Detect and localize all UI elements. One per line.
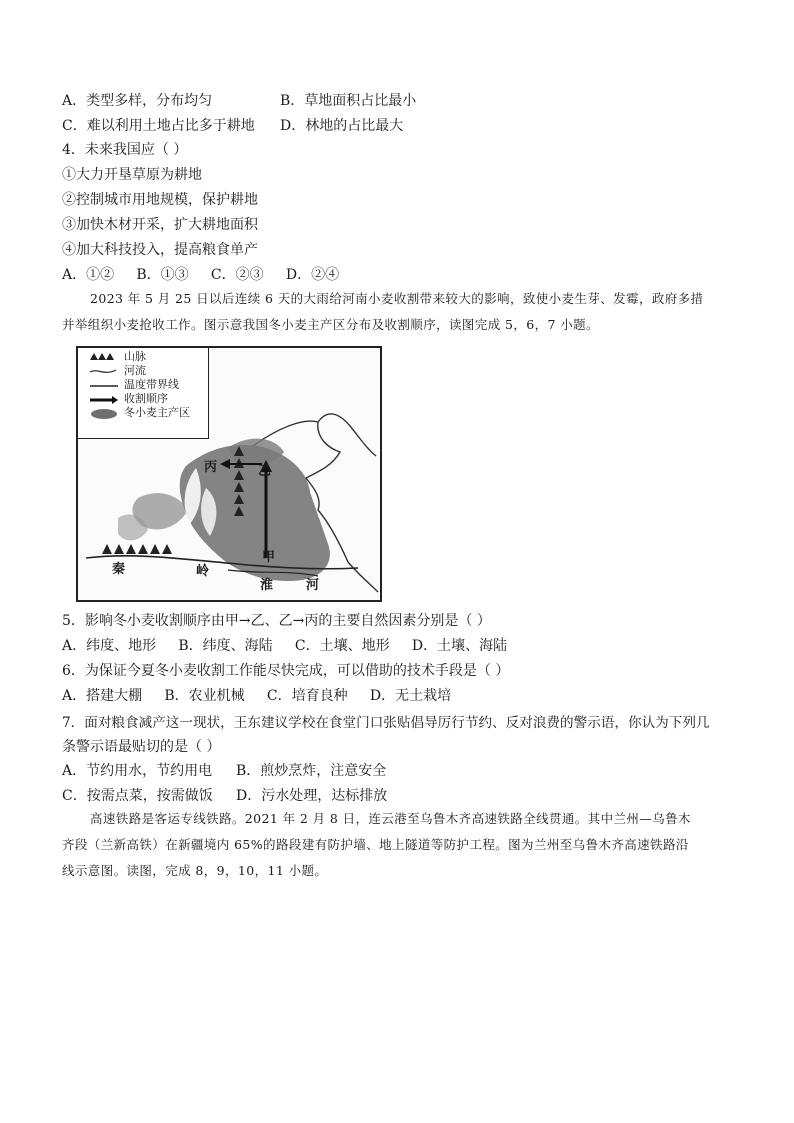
label-jia: 甲 xyxy=(262,550,276,565)
legend-river-icon xyxy=(90,370,116,372)
label-he: 河 xyxy=(306,578,320,593)
passage-wheat xyxy=(62,286,742,338)
passage-railway xyxy=(62,806,742,884)
q3-option-b: B．草地面积占比最小 xyxy=(280,93,417,109)
label-bing: 丙 xyxy=(204,460,218,475)
legend-symbols xyxy=(84,348,124,438)
legend-river: 河流 xyxy=(124,364,146,377)
legend-mountain-icon xyxy=(90,353,114,360)
q6-options: A．搭建大棚 B．农业机械 C．培育良种 D．无土栽培 xyxy=(62,688,452,704)
q6-stem: 6．为保证今夏冬小麦收割工作能尽快完成，可以借助的技术手段是（ ） xyxy=(62,663,510,679)
passage-railway-line-2: 齐段（兰新高铁）在新疆境内 65%的路段建有防护墙、地上隧道等防护工程。图为兰州至乌鲁木齐高速铁路沿 xyxy=(62,837,689,852)
label-ling: 岭 xyxy=(196,564,210,579)
map-legend xyxy=(78,348,209,439)
q3-option-a: A．类型多样，分布均匀 xyxy=(62,93,213,109)
q5-options: A．纬度、地形 B．纬度、海陆 C．土壤、地形 D．土壤、海陆 xyxy=(62,638,508,654)
label-qin: 秦 xyxy=(112,562,126,577)
legend-region-icon xyxy=(91,409,117,419)
q3-option-c: C．难以利用土地占比多于耕地 xyxy=(62,118,255,134)
legend-harvest-order: 收割顺序 xyxy=(124,392,168,405)
q5-stem: 5．影响冬小麦收割顺序由甲→乙、乙→丙的主要自然因素分别是（ ） xyxy=(62,613,491,629)
q4-options: A．①② B．①③ C．②③ D．②④ xyxy=(62,267,340,283)
legend-wheat-region: 冬小麦主产区 xyxy=(124,406,190,419)
qinling-mountains-icon xyxy=(102,544,172,554)
q4-item-1: ①大力开垦草原为耕地 xyxy=(62,167,202,183)
passage-wheat-line-1: 2023 年 5 月 25 日以后连续 6 天的大雨给河南小麦收割带来较大的影响，致使小麦生芽、发霉，政府多措 xyxy=(90,291,704,306)
q7-stem-2: 条警示语最贴切的是（ ） xyxy=(62,739,221,755)
q4-item-2: ②控制城市用地规模，保护耕地 xyxy=(62,192,258,208)
label-yi: 乙 xyxy=(258,464,272,479)
q7-stem-1: 7．面对粮食减产这一现状，王东建议学校在食堂门口张贴倡导厉行节约、反对浪费的警示语，你认为下列几 xyxy=(62,715,710,731)
winter-wheat-map xyxy=(76,346,382,602)
legend-temp-boundary: 温度带界线 xyxy=(124,378,179,391)
legend-mountain: 山脉 xyxy=(124,350,146,363)
q7-option-c: C．按需点菜，按需做饭 xyxy=(62,788,213,804)
passage-railway-line-1: 高速铁路是客运专线铁路。2021 年 2 月 8 日，连云港至乌鲁木齐高速铁路全线贯通。其中兰州—乌鲁木 xyxy=(90,811,691,826)
q7-option-a: A．节约用水，节约用电 xyxy=(62,763,213,779)
label-huai: 淮 xyxy=(260,578,274,593)
q4-item-4: ④加大科技投入，提高粮食单产 xyxy=(62,242,258,258)
q7-option-b: B．煎炒烹炸，注意安全 xyxy=(236,763,387,779)
q7-option-d: D．污水处理，达标排放 xyxy=(236,788,388,804)
q4-item-3: ③加快木材开采，扩大耕地面积 xyxy=(62,217,258,233)
passage-railway-line-3: 线示意图。读图，完成 8，9，10，11 小题。 xyxy=(62,863,328,878)
passage-wheat-line-2: 并举组织小麦抢收工作。图示意我国冬小麦主产区分布及收割顺序，读图完成 5，6，7 小题。 xyxy=(62,317,599,332)
q3-option-d: D．林地的占比最大 xyxy=(280,118,404,134)
q4-stem: 4．未来我国应（ ） xyxy=(62,142,188,158)
